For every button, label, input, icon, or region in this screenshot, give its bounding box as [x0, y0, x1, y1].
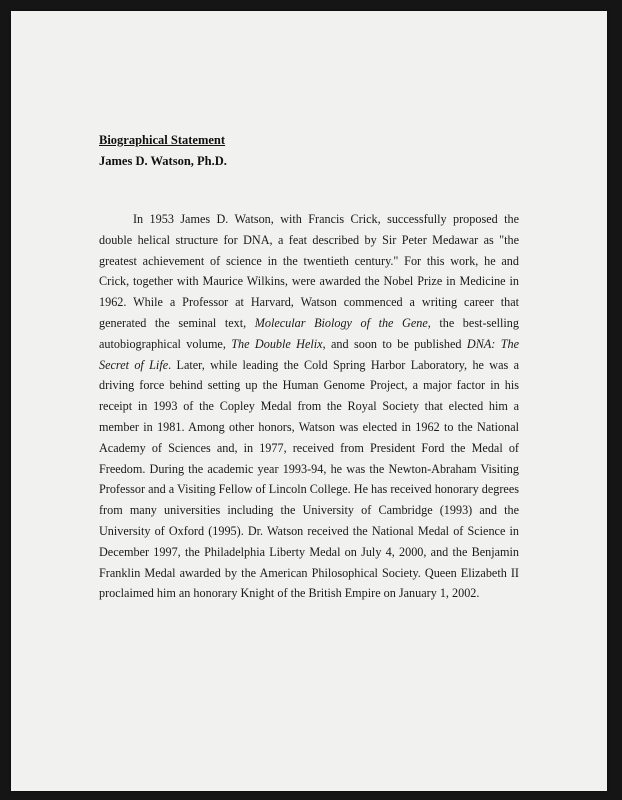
body-text-part-4: . Later, while leading the Cold Spring Harbor Laboratory, he was a driving force behind setting up the Human Genome Project, a major factor in his receipt in 1993 of the Copley Medal from the Royal Society that elected him a member in 1981. Among other honors, Watson was elected in 1962 to the National Academy of Sciences and, in 1977, received from President Ford the Medal of Freedom. During the academic year 1993-94, he was the Newton-Abraham Visiting Professor and a Visiting Fellow of Lincoln College. He has received honorary degrees from many universities including the University of Cambridge (1993) and the University of Oxford (1995). Dr. Watson received the National Medal of Science in December 1997, the Philadelphia Liberty Medal on July 4, 2000, and the Benjamin Franklin Medal awarded by the American Philosophical Society. Queen Elizabeth II proclaimed him an honorary Knight of the British Empire on January 1, 2002. — [99, 357, 519, 601]
biography-paragraph — [99, 209, 519, 604]
body-text-part-3: , and soon to be published — [322, 336, 467, 351]
book-title-double-helix: The Double Helix — [231, 336, 323, 351]
document-page — [11, 11, 607, 791]
document-subtitle: James D. Watson, Ph.D. — [99, 154, 227, 168]
body-text-part-1: In 1953 James D. Watson, with Francis Crick, successfully proposed the double helical structure for DNA, a feat described by Sir Peter Medawar as "the greatest achievement of science in the twentieth century." For this work, he and Crick, together with Maurice Wilkins, were awarded the Nobel Prize in Medicine in 1962. While a Professor at Harvard, Watson commenced a writing career that generated the seminal text, — [99, 212, 519, 330]
body-text-part-2: , the best-selling autobiographical volume, — [99, 315, 519, 351]
document-title: Biographical Statement — [99, 133, 226, 147]
book-title-molecular-biology: Molecular Biology of the Gene — [254, 315, 428, 330]
book-title-dna-secret: DNA: The Secret of Life — [99, 336, 519, 372]
